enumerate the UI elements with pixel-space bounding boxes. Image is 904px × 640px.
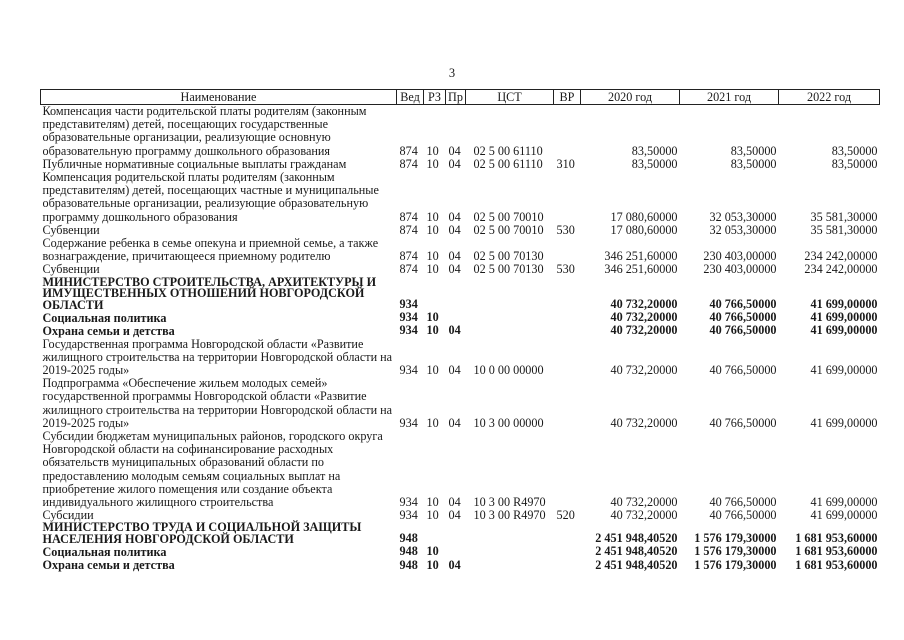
- cell-2020: 17 080,60000: [610, 222, 678, 237]
- cell-2021: 32 053,30000: [709, 209, 777, 224]
- cell-2020: 40 732,20000: [610, 362, 678, 377]
- cell-2022: 41 699,00000: [810, 508, 878, 523]
- cell-2021: 40 766,50000: [709, 310, 777, 325]
- cell-2022: 83,50000: [831, 156, 878, 171]
- cell-ved: 934: [399, 310, 418, 325]
- table-row: [41, 171, 880, 224]
- cell-2022: 41 699,00000: [810, 296, 878, 311]
- cell-ved: 874: [399, 209, 418, 224]
- cell-vr: [554, 430, 581, 509]
- cell-2020: 2 451 948,40520: [595, 544, 678, 559]
- cell-name: Субсидии бюджетам муниципальных районов, городского округа Новгородской области на софинансирование расходных обязательств муниципальных образований области по предоставлению молодым семьям социальных выплат на приобретение жилого помещения или создание объекта индивидуального жилищного строительства: [42, 428, 383, 509]
- cell-2022: 41 699,00000: [810, 362, 878, 377]
- cell-2020: 346 251,60000: [604, 262, 678, 277]
- cell-cst: 02 5 00 70130: [473, 262, 544, 277]
- cell-ved: 934: [399, 508, 418, 523]
- cell-ved: 948: [399, 557, 418, 572]
- cell-name: Субвенции: [42, 222, 100, 237]
- budget-table: [40, 89, 880, 572]
- cell-name: Компенсация части родительской платы родителям (законным представителям) детей, посещающих государственные образовательные организации, реализующие основную образовательную программу дошкольного образования: [42, 104, 367, 158]
- table-row: [41, 430, 880, 509]
- cell-cst: [466, 559, 554, 572]
- cell-rz: 10: [426, 262, 439, 277]
- cell-2022: 83,50000: [831, 143, 878, 158]
- cell-2020: 40 732,20000: [610, 494, 678, 509]
- cell-pr: 04: [448, 494, 461, 509]
- cell-vr: [554, 559, 581, 572]
- header-cst: ЦСТ: [466, 90, 554, 105]
- cell-name: Охрана семьи и детства: [42, 324, 175, 339]
- cell-2020: 83,50000: [631, 156, 678, 171]
- cell-ved: 874: [399, 222, 418, 237]
- cell-2021: 40 766,50000: [709, 323, 777, 338]
- cell-ved: 934: [399, 296, 418, 311]
- cell-ved: 874: [399, 156, 418, 171]
- cell-vr: [554, 277, 581, 312]
- cell-name: Субсидии: [42, 508, 94, 523]
- cell-2021: 83,50000: [730, 156, 777, 171]
- cell-2021: 230 403,00000: [703, 262, 777, 277]
- cell-vr: [554, 105, 581, 158]
- cell-vr: [554, 338, 581, 378]
- cell-pr: [446, 277, 466, 312]
- cell-rz: 10: [426, 323, 439, 338]
- cell-rz: 10: [426, 143, 439, 158]
- cell-name: Государственная программа Новгородской области «Развитие жилищного строительства на территории Новгородской области на 2019-2025 годы»: [42, 336, 393, 377]
- cell-2021: 1 576 179,30000: [694, 531, 777, 546]
- cell-2021: 1 576 179,30000: [694, 544, 777, 559]
- cell-pr: 04: [448, 222, 461, 237]
- cell-vr: 520: [556, 508, 575, 523]
- cell-cst: [466, 324, 554, 337]
- cell-cst: [466, 277, 554, 312]
- cell-2020: 40 732,20000: [610, 508, 678, 523]
- cell-ved: 948: [399, 544, 418, 559]
- cell-rz: 10: [426, 249, 439, 264]
- cell-pr: 04: [448, 262, 461, 277]
- cell-rz: 10: [426, 415, 439, 430]
- cell-name: Содержание ребенка в семье опекуна и приемной семье, а также вознаграждение, причитающееся приемному родителю: [42, 236, 379, 264]
- header-vr: ВР: [554, 90, 581, 105]
- table-body: [41, 105, 880, 572]
- cell-pr: 04: [448, 209, 461, 224]
- cell-2020: 346 251,60000: [604, 249, 678, 264]
- cell-name: МИНИСТЕРСТВО СТРОИТЕЛЬСТВА, АРХИТЕКТУРЫ И ИМУЩЕСТВЕННЫХ ОТНОШЕНИЙ НОВГОРОДСКОЙ ОБЛАСТИ: [42, 274, 377, 312]
- table-row: [41, 522, 880, 545]
- cell-vr: 530: [556, 222, 575, 237]
- cell-cst: 02 5 00 70010: [473, 222, 544, 237]
- cell-pr: [446, 545, 466, 558]
- cell-vr: [554, 545, 581, 558]
- table-row: [41, 105, 880, 158]
- cell-2021: 230 403,00000: [703, 249, 777, 264]
- cell-cst: [466, 311, 554, 324]
- page-number: 3: [448, 66, 456, 80]
- cell-2021: 40 766,50000: [709, 362, 777, 377]
- cell-vr: [554, 237, 581, 263]
- table-row: [41, 559, 880, 572]
- cell-2020: 40 732,20000: [610, 415, 678, 430]
- table-row: [41, 237, 880, 263]
- cell-2020: 17 080,60000: [610, 209, 678, 224]
- cell-2022: 1 681 953,60000: [795, 531, 878, 546]
- cell-rz: 10: [426, 222, 439, 237]
- cell-2022: 41 699,00000: [810, 415, 878, 430]
- cell-ved: 948: [399, 531, 418, 546]
- cell-rz: 10: [426, 310, 439, 325]
- cell-rz: 10: [426, 557, 439, 572]
- cell-rz: 10: [426, 209, 439, 224]
- cell-2022: 41 699,00000: [810, 310, 878, 325]
- cell-vr: [554, 311, 581, 324]
- cell-rz: 10: [426, 544, 439, 559]
- cell-pr: 04: [448, 362, 461, 377]
- table-row: [41, 277, 880, 312]
- cell-rz: 10: [426, 156, 439, 171]
- cell-2020: 83,50000: [631, 143, 678, 158]
- table-row: [41, 377, 880, 430]
- cell-rz: 10: [426, 508, 439, 523]
- cell-name: Компенсация родительской платы родителям (законным представителям) детей, посещающих частные и муниципальные образовательные организации, реализующие образовательную программу дошкольного образования: [42, 170, 379, 224]
- cell-name: МИНИСТЕРСТВО ТРУДА И СОЦИАЛЬНОЙ ЗАЩИТЫ НАСЕЛЕНИЯ НОВГОРОДСКОЙ ОБЛАСТИ: [42, 520, 362, 546]
- cell-cst: 02 5 00 70130: [473, 249, 544, 264]
- table-row: [41, 338, 880, 378]
- cell-2021: 40 766,50000: [709, 296, 777, 311]
- cell-pr: 04: [448, 156, 461, 171]
- header-name: Наименование: [41, 90, 397, 105]
- cell-vr: [554, 171, 581, 224]
- cell-pr: 04: [448, 557, 461, 572]
- cell-cst: 10 3 00 R4970: [473, 508, 546, 523]
- cell-2020: 40 732,20000: [610, 310, 678, 325]
- cell-2020: 2 451 948,40520: [595, 557, 678, 572]
- cell-ved: 934: [399, 494, 418, 509]
- cell-vr: [554, 324, 581, 337]
- cell-pr: 04: [448, 508, 461, 523]
- cell-ved: 874: [399, 143, 418, 158]
- cell-rz: [424, 277, 446, 312]
- cell-ved: 874: [399, 262, 418, 277]
- cell-pr: 04: [448, 143, 461, 158]
- cell-2022: 35 581,30000: [810, 222, 878, 237]
- cell-2021: 1 576 179,30000: [694, 557, 777, 572]
- cell-name: Подпрограмма «Обеспечение жильем молодых семей» государственной программы Новгородской области «Развитие жилищного строительства на территории Новгородской области на 2019-2025 годы»: [42, 376, 393, 430]
- cell-cst: [466, 522, 554, 545]
- cell-name: Субвенции: [42, 262, 100, 277]
- cell-cst: 10 3 00 R4970: [473, 494, 546, 509]
- cell-rz: 10: [426, 362, 439, 377]
- cell-2021: 40 766,50000: [709, 508, 777, 523]
- cell-2022: 41 699,00000: [810, 494, 878, 509]
- cell-2020: 40 732,20000: [610, 323, 678, 338]
- cell-cst: 10 3 00 00000: [473, 415, 544, 430]
- cell-2022: 234 242,00000: [804, 262, 878, 277]
- header-2021: 2021 год: [680, 90, 779, 105]
- cell-cst: 02 5 00 61110: [473, 143, 543, 158]
- header-2020: 2020 год: [581, 90, 680, 105]
- cell-vr: [554, 522, 581, 545]
- header-ved: Вед: [397, 90, 424, 105]
- table-header-row: [41, 90, 880, 105]
- cell-ved: 874: [399, 249, 418, 264]
- cell-ved: 934: [399, 362, 418, 377]
- cell-ved: 934: [399, 415, 418, 430]
- header-pr: Пр: [446, 90, 466, 105]
- cell-pr: 04: [448, 323, 461, 338]
- header-rz: РЗ: [424, 90, 446, 105]
- cell-vr: [554, 377, 581, 430]
- cell-2020: 40 732,20000: [610, 296, 678, 311]
- cell-rz: 10: [426, 494, 439, 509]
- cell-rz: [424, 522, 446, 545]
- cell-name: Охрана семьи и детства: [42, 558, 175, 573]
- table-row: [41, 324, 880, 337]
- cell-pr: 04: [448, 415, 461, 430]
- table-row: [41, 545, 880, 558]
- cell-2021: 32 053,30000: [709, 222, 777, 237]
- cell-name: Социальная политика: [42, 545, 167, 560]
- cell-name: Социальная политика: [42, 310, 167, 325]
- cell-cst: 10 0 00 00000: [473, 362, 544, 377]
- cell-2020: 2 451 948,40520: [595, 531, 678, 546]
- cell-ved: 934: [399, 323, 418, 338]
- cell-2022: 1 681 953,60000: [795, 544, 878, 559]
- cell-2022: 1 681 953,60000: [795, 557, 878, 572]
- cell-pr: [446, 522, 466, 545]
- cell-cst: [466, 545, 554, 558]
- cell-name: Публичные нормативные социальные выплаты гражданам: [42, 156, 347, 171]
- cell-2021: 83,50000: [730, 143, 777, 158]
- cell-2022: 234 242,00000: [804, 249, 878, 264]
- cell-cst: 02 5 00 61110: [473, 156, 543, 171]
- cell-pr: 04: [448, 249, 461, 264]
- cell-vr: 530: [556, 262, 575, 277]
- cell-vr: 310: [556, 156, 575, 171]
- cell-cst: 02 5 00 70010: [473, 209, 544, 224]
- cell-2021: 40 766,50000: [709, 415, 777, 430]
- header-2022: 2022 год: [779, 90, 880, 105]
- cell-2021: 40 766,50000: [709, 494, 777, 509]
- cell-2022: 41 699,00000: [810, 323, 878, 338]
- cell-2022: 35 581,30000: [810, 209, 878, 224]
